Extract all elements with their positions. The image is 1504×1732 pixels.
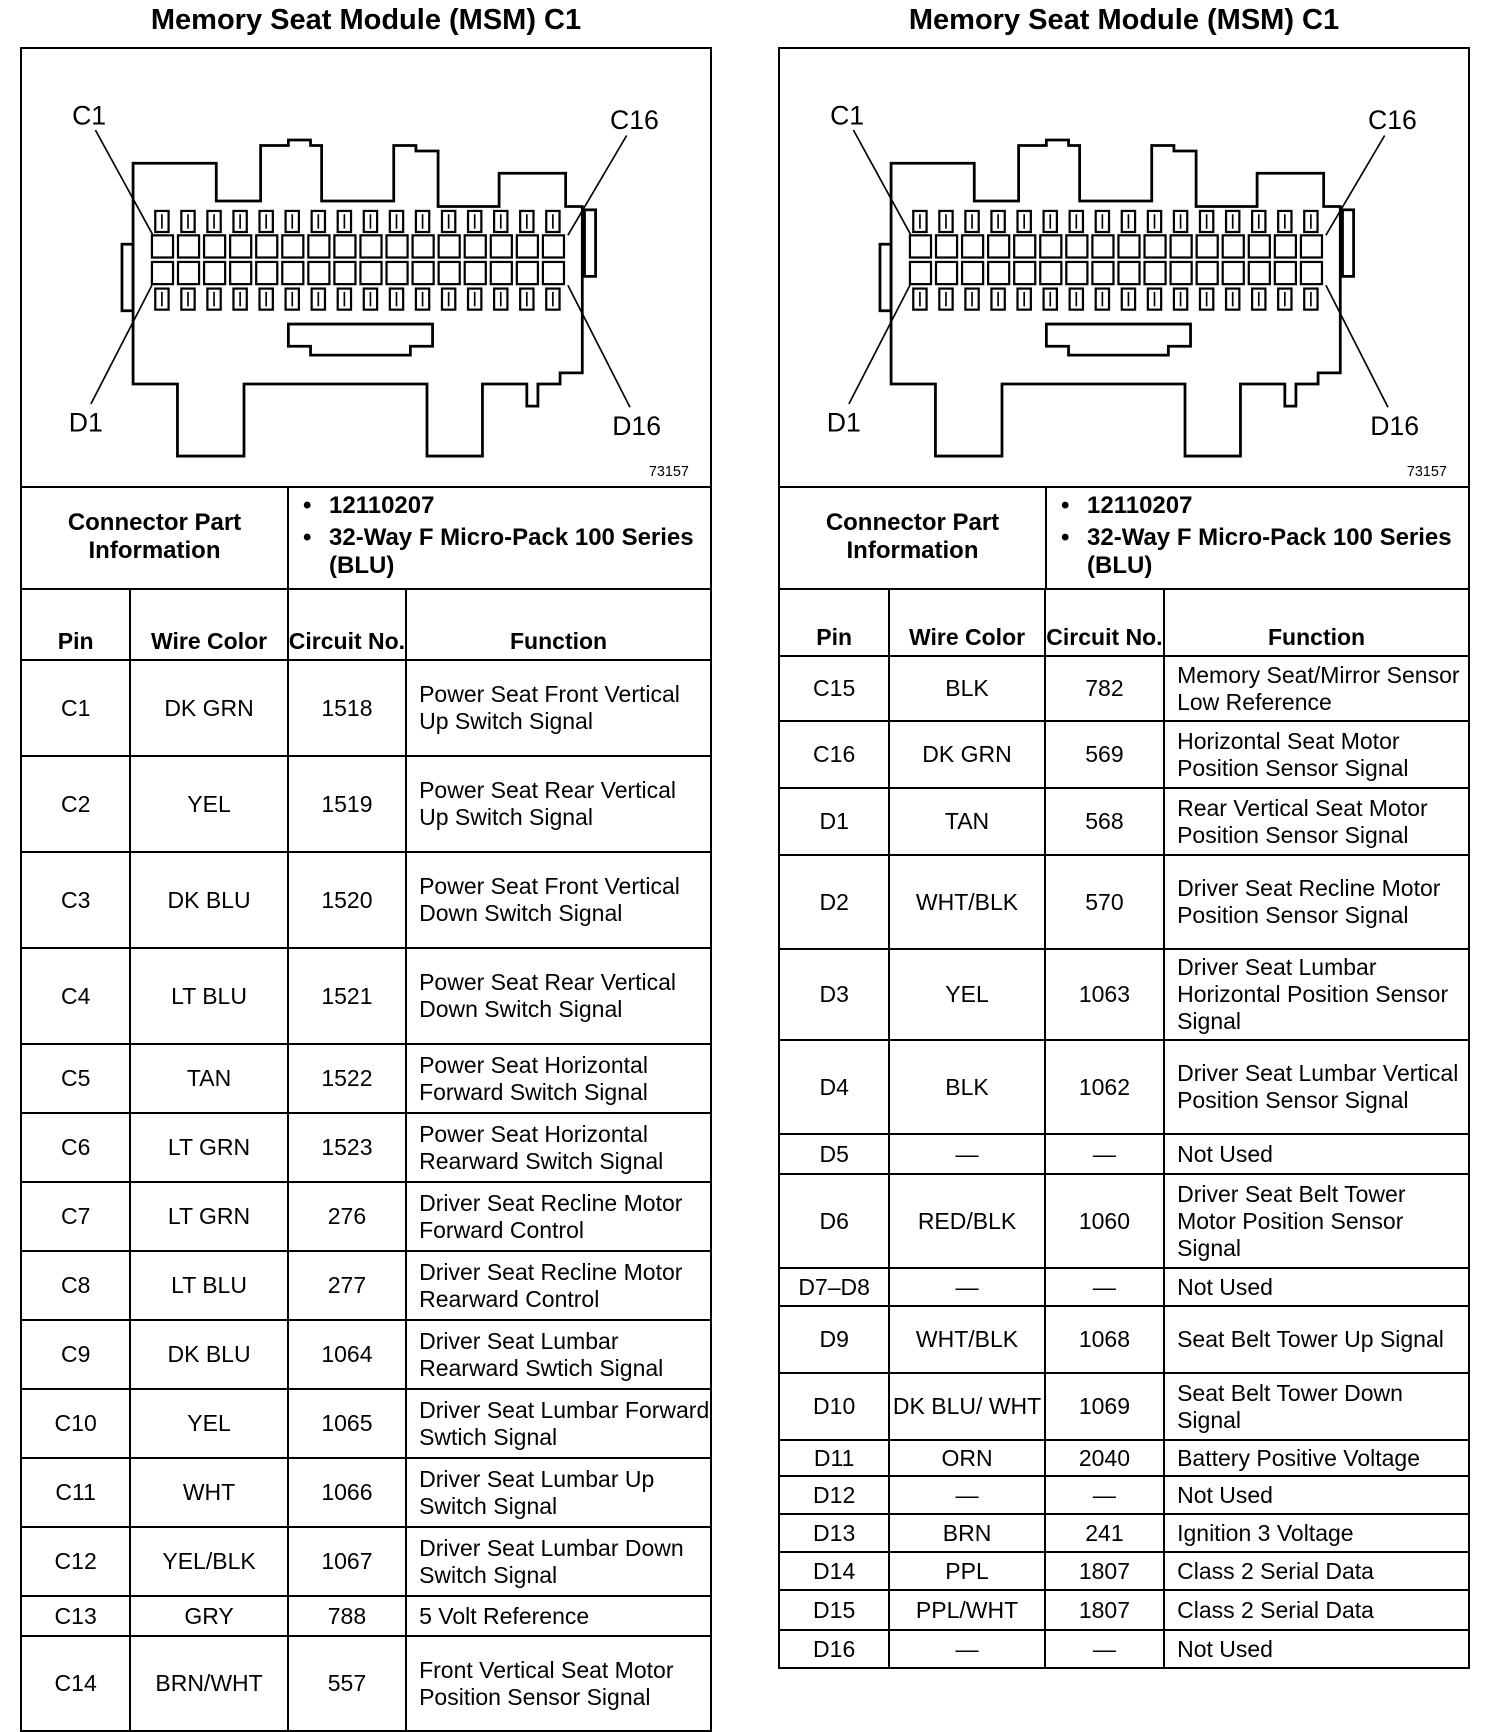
function-cell: Driver Seat Recline Motor Rearward Control <box>406 1251 711 1320</box>
pin-cavity <box>178 235 199 257</box>
wire-color-cell: TAN <box>889 788 1044 855</box>
wire-color-cell: BLK <box>889 656 1044 721</box>
pin-cell: C2 <box>21 756 130 852</box>
connector-drawing <box>780 49 1468 486</box>
function-cell: Seat Belt Tower Down Signal <box>1164 1373 1469 1440</box>
pin-cavity <box>1171 262 1192 284</box>
pin-cavity <box>988 235 1009 257</box>
wire-color-cell: YEL <box>130 1389 287 1458</box>
function-cell: Front Vertical Seat Motor Position Sensor Signal <box>406 1636 711 1731</box>
function-cell: Not Used <box>1164 1268 1469 1306</box>
pin-cavity <box>308 235 329 257</box>
circuit-cell: 1065 <box>288 1389 406 1458</box>
wire-color-cell: BRN <box>889 1514 1044 1552</box>
circuit-cell: — <box>1045 1476 1164 1514</box>
circuit-cell: 557 <box>288 1636 406 1731</box>
pin-cell: D16 <box>779 1630 889 1668</box>
wire-color-cell: — <box>889 1476 1044 1514</box>
wire-color-cell: — <box>889 1268 1044 1306</box>
function-cell: Horizontal Seat Motor Position Sensor Signal <box>1164 721 1469 788</box>
pin-cavity <box>517 262 538 284</box>
connector-diagram <box>20 47 712 488</box>
circuit-cell: 276 <box>288 1182 406 1251</box>
pin-cavity <box>543 262 564 284</box>
table-row <box>779 1134 1469 1174</box>
wire-color-cell: YEL <box>889 949 1044 1040</box>
circuit-cell: — <box>1045 1630 1164 1668</box>
circuit-cell: 1064 <box>288 1320 406 1389</box>
pinout-table <box>20 588 712 1732</box>
pin-cavity <box>1249 262 1270 284</box>
wire-color-cell: LT BLU <box>130 1251 287 1320</box>
pin-cell: C3 <box>21 852 130 948</box>
function-cell: Power Seat Front Vertical Up Switch Signal <box>406 660 711 756</box>
pin-cavity <box>360 235 381 257</box>
circuit-cell: 1807 <box>1045 1552 1164 1590</box>
connector-diagram <box>778 47 1470 488</box>
connector-info-label: Connector Part Information <box>780 486 1047 588</box>
function-cell: Driver Seat Lumbar Forward Swtich Signal <box>406 1389 711 1458</box>
function-cell: Not Used <box>1164 1630 1469 1668</box>
circuit-cell: 1067 <box>288 1527 406 1596</box>
header-pin: Pin <box>21 589 130 660</box>
header-wire-color: Wire Color <box>889 589 1044 656</box>
circuit-cell: 1523 <box>288 1113 406 1182</box>
pin-cavity <box>1275 235 1296 257</box>
pin-cavity <box>491 235 512 257</box>
circuit-cell: — <box>1045 1268 1164 1306</box>
function-cell: Class 2 Serial Data <box>1164 1590 1469 1630</box>
table-row <box>779 721 1469 788</box>
pin-cavity <box>1014 262 1035 284</box>
circuit-cell: 568 <box>1045 788 1164 855</box>
pin-cavity <box>1066 235 1087 257</box>
label-c16: C16 <box>1368 104 1417 135</box>
pin-cell: D14 <box>779 1552 889 1590</box>
wire-color-cell: ORN <box>889 1440 1044 1476</box>
circuit-cell: 2040 <box>1045 1440 1164 1476</box>
function-cell: Power Seat Horizontal Rearward Switch Signal <box>406 1113 711 1182</box>
table-row <box>21 948 711 1044</box>
pin-cell: D6 <box>779 1174 889 1268</box>
table-row <box>779 1476 1469 1514</box>
pin-cavity <box>491 262 512 284</box>
header-circuit: Circuit No. <box>288 589 406 660</box>
pin-cell: C16 <box>779 721 889 788</box>
table-row <box>21 1044 711 1113</box>
pin-cavity <box>308 262 329 284</box>
pin-cavity <box>1066 262 1087 284</box>
part-number: • 12110207 <box>329 492 710 520</box>
pin-cavity <box>230 235 251 257</box>
pin-cavity <box>988 262 1009 284</box>
pinout-table <box>778 588 1470 1669</box>
label-c1: C1 <box>830 100 865 131</box>
table-row <box>21 1113 711 1182</box>
pin-cavity <box>282 235 303 257</box>
connector-part-information <box>778 486 1470 590</box>
function-cell: Driver Seat Belt Tower Motor Position Sensor Signal <box>1164 1174 1469 1268</box>
pin-cavity <box>1118 235 1139 257</box>
pin-cavity <box>936 235 957 257</box>
function-cell: Driver Seat Lumbar Up Switch Signal <box>406 1458 711 1527</box>
pin-cell: D2 <box>779 855 889 949</box>
pin-cavity <box>334 235 355 257</box>
pin-cell: C6 <box>21 1113 130 1182</box>
wire-color-cell: RED/BLK <box>889 1174 1044 1268</box>
table-row <box>779 1552 1469 1590</box>
circuit-cell: 1519 <box>288 756 406 852</box>
pin-cavity <box>387 262 408 284</box>
wire-color-cell: DK BLU/ WHT <box>889 1373 1044 1440</box>
pin-cell: C5 <box>21 1044 130 1113</box>
pin-cavity <box>543 235 564 257</box>
connector-part-information <box>20 486 712 590</box>
pin-cavity <box>204 262 225 284</box>
pin-cavity <box>1092 235 1113 257</box>
pin-cell: D15 <box>779 1590 889 1630</box>
table-row <box>779 1306 1469 1373</box>
circuit-cell: 1522 <box>288 1044 406 1113</box>
label-c1: C1 <box>72 100 107 131</box>
pin-cavity <box>910 262 931 284</box>
table-row <box>779 1630 1469 1668</box>
wire-color-cell: TAN <box>130 1044 287 1113</box>
circuit-cell: 1520 <box>288 852 406 948</box>
table-row <box>21 1182 711 1251</box>
pin-cell: D11 <box>779 1440 889 1476</box>
pin-cavity <box>1275 262 1296 284</box>
function-cell: Not Used <box>1164 1134 1469 1174</box>
wire-color-cell: LT BLU <box>130 948 287 1044</box>
wire-color-cell: — <box>889 1134 1044 1174</box>
pin-cavity <box>465 235 486 257</box>
pin-cavity <box>439 235 460 257</box>
label-c16: C16 <box>610 104 659 135</box>
wire-color-cell: BRN/WHT <box>130 1636 287 1731</box>
pin-cavity <box>178 262 199 284</box>
right-latch <box>585 210 596 277</box>
connector-info-list <box>1047 486 1468 588</box>
pin-cell: C15 <box>779 656 889 721</box>
table-row <box>779 656 1469 721</box>
pin-cell: C14 <box>21 1636 130 1731</box>
pin-cavity <box>936 262 957 284</box>
pin-cavity <box>1014 235 1035 257</box>
pin-cavity <box>439 262 460 284</box>
table-row <box>21 1596 711 1636</box>
pin-cavity <box>962 235 983 257</box>
wire-color-cell: — <box>889 1630 1044 1668</box>
circuit-cell: 569 <box>1045 721 1164 788</box>
table-row <box>21 1636 711 1731</box>
pin-cell: C4 <box>21 948 130 1044</box>
function-cell: Driver Seat Lumbar Vertical Position Sensor Signal <box>1164 1040 1469 1134</box>
circuit-cell: 1068 <box>1045 1306 1164 1373</box>
table-row <box>779 1040 1469 1134</box>
pin-cavity <box>1197 262 1218 284</box>
pin-cavity <box>413 235 434 257</box>
pin-cell: D1 <box>779 788 889 855</box>
pin-cell: C1 <box>21 660 130 756</box>
function-cell: Power Seat Horizontal Forward Switch Signal <box>406 1044 711 1113</box>
circuit-cell: 1066 <box>288 1458 406 1527</box>
table-row <box>21 660 711 756</box>
pin-cavity <box>413 262 434 284</box>
pin-cavity <box>1040 235 1061 257</box>
circuit-cell: 1521 <box>288 948 406 1044</box>
pin-cell: C13 <box>21 1596 130 1636</box>
left-latch <box>880 244 891 311</box>
function-cell: Battery Positive Voltage <box>1164 1440 1469 1476</box>
table-row <box>21 1389 711 1458</box>
function-cell: Driver Seat Lumbar Down Switch Signal <box>406 1527 711 1596</box>
bottom-slot <box>288 324 432 355</box>
table-row <box>21 1458 711 1527</box>
wire-color-cell: LT GRN <box>130 1182 287 1251</box>
wire-color-cell: WHT/BLK <box>889 1306 1044 1373</box>
table-row <box>779 1268 1469 1306</box>
circuit-cell: 1062 <box>1045 1040 1164 1134</box>
table-row <box>21 756 711 852</box>
pin-cavity <box>334 262 355 284</box>
pin-cell: C8 <box>21 1251 130 1320</box>
wire-color-cell: DK GRN <box>889 721 1044 788</box>
pin-cell: C12 <box>21 1527 130 1596</box>
pin-cavity <box>1118 262 1139 284</box>
label-d16: D16 <box>612 410 662 441</box>
wire-color-cell: WHT <box>130 1458 287 1527</box>
pin-cavity <box>230 262 251 284</box>
pin-cavity <box>256 262 277 284</box>
pin-cavity <box>152 262 173 284</box>
circuit-cell: — <box>1045 1134 1164 1174</box>
circuit-cell: 1807 <box>1045 1590 1164 1630</box>
connector-housing <box>133 140 582 456</box>
wire-color-cell: BLK <box>889 1040 1044 1134</box>
header-pin: Pin <box>779 589 889 656</box>
connector-housing <box>891 140 1340 456</box>
circuit-cell: 788 <box>288 1596 406 1636</box>
function-cell: Rear Vertical Seat Motor Position Sensor Signal <box>1164 788 1469 855</box>
table-row <box>21 1251 711 1320</box>
bottom-slot <box>1046 324 1190 355</box>
pin-cell: D3 <box>779 949 889 1040</box>
table-row <box>21 1527 711 1596</box>
pin-cell: D9 <box>779 1306 889 1373</box>
function-cell: Power Seat Rear Vertical Up Switch Signal <box>406 756 711 852</box>
label-d1: D1 <box>68 407 103 438</box>
pin-cavity <box>1249 235 1270 257</box>
function-cell: Driver Seat Recline Motor Forward Control <box>406 1182 711 1251</box>
pin-cavity <box>1092 262 1113 284</box>
connector-drawing <box>22 49 710 486</box>
function-cell: Class 2 Serial Data <box>1164 1552 1469 1590</box>
function-cell: 5 Volt Reference <box>406 1596 711 1636</box>
table-row <box>779 788 1469 855</box>
pin-cavity <box>465 262 486 284</box>
pin-cavity <box>256 235 277 257</box>
table-row <box>779 1514 1469 1552</box>
connector-info-list <box>289 486 710 588</box>
pin-cavity <box>1197 235 1218 257</box>
header-circuit: Circuit No. <box>1045 589 1164 656</box>
pin-cavity <box>1145 235 1166 257</box>
wire-color-cell: DK GRN <box>130 660 287 756</box>
table-row <box>779 949 1469 1040</box>
pin-cell: C10 <box>21 1389 130 1458</box>
wire-color-cell: WHT/BLK <box>889 855 1044 949</box>
pin-cell: D13 <box>779 1514 889 1552</box>
part-number: • 12110207 <box>1087 492 1468 520</box>
figure-number: 73157 <box>648 464 689 481</box>
function-cell: Ignition 3 Voltage <box>1164 1514 1469 1552</box>
pin-cell: D12 <box>779 1476 889 1514</box>
connector-type: • 32-Way F Micro-Pack 100 Series (BLU) <box>1087 524 1468 580</box>
wire-color-cell: PPL <box>889 1552 1044 1590</box>
left-latch <box>122 244 133 311</box>
pin-cavity <box>1223 235 1244 257</box>
circuit-cell: 1069 <box>1045 1373 1164 1440</box>
pin-cavity <box>152 235 173 257</box>
wire-color-cell: DK BLU <box>130 1320 287 1389</box>
circuit-cell: 1060 <box>1045 1174 1164 1268</box>
connector-info-label: Connector Part Information <box>22 486 289 588</box>
pin-cavity <box>1301 262 1322 284</box>
function-cell: Driver Seat Recline Motor Position Sensor Signal <box>1164 855 1469 949</box>
pin-cell: C7 <box>21 1182 130 1251</box>
panel-title: Memory Seat Module (MSM) C1 <box>150 4 582 36</box>
circuit-cell: 241 <box>1045 1514 1164 1552</box>
label-d1: D1 <box>826 407 861 438</box>
table-row <box>779 1590 1469 1630</box>
table-row <box>779 855 1469 949</box>
pin-cell: C9 <box>21 1320 130 1389</box>
header-function: Function <box>1164 589 1469 656</box>
function-cell: Memory Seat/Mirror Sensor Low Reference <box>1164 656 1469 721</box>
pin-cell: C11 <box>21 1458 130 1527</box>
pin-cavity <box>517 235 538 257</box>
circuit-cell: 782 <box>1045 656 1164 721</box>
pin-cell: D7–D8 <box>779 1268 889 1306</box>
pin-cavity <box>1171 235 1192 257</box>
pin-cavity <box>1145 262 1166 284</box>
panel-title: Memory Seat Module (MSM) C1 <box>908 4 1340 36</box>
right-latch <box>1343 210 1354 277</box>
circuit-cell: 277 <box>288 1251 406 1320</box>
wire-color-cell: GRY <box>130 1596 287 1636</box>
circuit-cell: 1518 <box>288 660 406 756</box>
figure-number: 73157 <box>1406 464 1447 481</box>
pin-cell: D5 <box>779 1134 889 1174</box>
label-d16: D16 <box>1370 410 1420 441</box>
table-row <box>21 1320 711 1389</box>
pin-cavity <box>910 235 931 257</box>
table-row <box>779 1373 1469 1440</box>
wire-color-cell: YEL/BLK <box>130 1527 287 1596</box>
header-function: Function <box>406 589 711 660</box>
table-row <box>779 1174 1469 1268</box>
wire-color-cell: DK BLU <box>130 852 287 948</box>
pin-cavity <box>204 235 225 257</box>
table-row <box>21 852 711 948</box>
pin-cavity <box>1223 262 1244 284</box>
wire-color-cell: PPL/WHT <box>889 1590 1044 1630</box>
wire-color-cell: LT GRN <box>130 1113 287 1182</box>
pin-cavity <box>962 262 983 284</box>
function-cell: Power Seat Front Vertical Down Switch Signal <box>406 852 711 948</box>
pin-cavity <box>360 262 381 284</box>
function-cell: Not Used <box>1164 1476 1469 1514</box>
pin-cavity <box>387 235 408 257</box>
pin-cell: D10 <box>779 1373 889 1440</box>
pin-cavity <box>1301 235 1322 257</box>
wire-color-cell: YEL <box>130 756 287 852</box>
connector-type: • 32-Way F Micro-Pack 100 Series (BLU) <box>329 524 710 580</box>
function-cell: Power Seat Rear Vertical Down Switch Signal <box>406 948 711 1044</box>
circuit-cell: 1063 <box>1045 949 1164 1040</box>
table-row <box>779 1440 1469 1476</box>
circuit-cell: 570 <box>1045 855 1164 949</box>
pin-cavity <box>282 262 303 284</box>
header-wire-color: Wire Color <box>130 589 287 660</box>
function-cell: Seat Belt Tower Up Signal <box>1164 1306 1469 1373</box>
pin-cell: D4 <box>779 1040 889 1134</box>
function-cell: Driver Seat Lumbar Horizontal Position Sensor Signal <box>1164 949 1469 1040</box>
pin-cavity <box>1040 262 1061 284</box>
function-cell: Driver Seat Lumbar Rearward Swtich Signal <box>406 1320 711 1389</box>
